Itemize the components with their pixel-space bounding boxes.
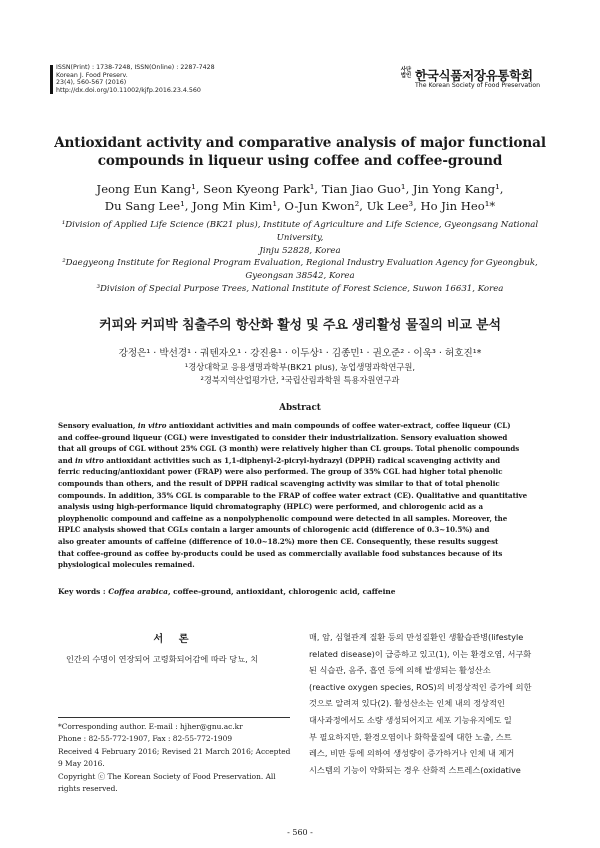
abstract-line: physiological molecules remained. [58, 560, 195, 570]
abstract-line: and coffee-ground liqueur (CGL) were investigated to consider their industrialization. Sensory evaluation showed [58, 432, 508, 442]
page-number: - 560 - [287, 828, 313, 837]
title-line: compounds in liqueur using coffee and coffee-ground [97, 153, 503, 169]
korean-affiliation-line: ²경북지역산업평가단, ³국립산림과학원 특용자원연구과 [200, 374, 400, 385]
title-line: Antioxidant activity and comparative analysis of major functional [54, 135, 546, 151]
volume-line: 23(4), 560-567 (2016) [56, 79, 127, 87]
journal-name: Korean J. Food Preserv. [56, 71, 128, 79]
abstract-line: Sensory evaluation, in vitro antioxidant activities and main compounds of coffee water-extract, coffee liqueur (CL) [58, 421, 511, 430]
author-line: Jeong Eun Kang¹, Seon Kyeong Park¹, Tian Jiao Guo¹, Jin Yong Kang¹, [96, 182, 504, 196]
abstract-line: that all groups of CGL without 25% CGL (3 month) were relatively higher than CL groups. Total phenolic compounds [58, 444, 520, 454]
abstract-line: also greater amounts of caffeine (difference of 10.0~18.2%) more then CE. Consequently, these results suggest [58, 536, 499, 546]
intro-line: 부 필요하지만, 환경오염이나 화학물질에 대한 노출, 스트 [309, 731, 512, 742]
society-logo [399, 66, 547, 92]
left-column [58, 630, 290, 666]
footnote-line: *Corresponding author. E-mail : hjher@gnu.ac.kr [58, 722, 243, 731]
journal-info [56, 64, 215, 94]
footnote-line: rights reserved. [58, 784, 118, 794]
abstract-line: HPLC analysis showed that CGLs contain a larger amounts of chlorogenic acid (difference of 0.3~10.5%) and [58, 525, 490, 535]
journal-info-bar [50, 65, 53, 94]
intro-line: 시스템의 기능이 약화되는 경우 산화적 스트레스(oxidative [309, 764, 521, 775]
intro-paragraph-start: 인간의 수명이 연장되어 고령화되어감에 따라 당뇨, 치 [66, 654, 259, 664]
footnote [58, 717, 290, 795]
intro-line: (reactive oxygen species, ROS)의 비정상적인 증가에 의한 [309, 681, 532, 692]
footnote-line: Copyright ⓒ The Korean Society of Food Preservation. All [58, 771, 276, 781]
affiliation-line: ²Daegyeong Institute for Regional Program Evaluation, Regional Industry Evaluation Agency for Gyeongbuk, [62, 258, 538, 269]
keywords-label: Key words : [58, 587, 106, 596]
abstract-line: that coffee-ground as coffee by-products could be used as commercially available food substances because of its [58, 548, 503, 558]
abstract-body [58, 420, 542, 571]
abstract-heading: Abstract [279, 403, 321, 413]
footnote-line: Phone : 82-55-772-1907, Fax : 82-55-772-1909 [58, 734, 233, 744]
society-english-name: The Korean Society of Food Preservation [415, 82, 541, 89]
section-heading-introduction: 서 론 [153, 634, 195, 645]
affiliation-line: Gyeongsan 38542, Korea [245, 271, 355, 282]
society-korean-name: 한국식품저장유통학회 [415, 68, 533, 83]
intro-line: 것으로 알려져 있다(2). 활성산소는 인체 내의 정상적인 [309, 698, 505, 709]
intro-line: 매, 암, 심혈관계 질환 등의 만성질환인 생활습관병(lifestyle [309, 632, 524, 642]
keywords-list: , coffee-ground, antioxidant, chlorogenic acid, caffeine [167, 587, 396, 596]
keywords [58, 587, 542, 596]
korean-affiliation-line: ¹경상대학교 응용생명과학부(BK21 plus), 농업생명과학연구원, [184, 362, 416, 372]
footnote-line: 9 May 2016. [58, 759, 105, 769]
korean-title: 커피와 커피박 침출주의 항산화 활성 및 주요 생리활성 물질의 비교 분석 [99, 318, 501, 333]
korean-author-list: 강정은¹ · 박선경¹ · 궈텐자오¹ · 강진용¹ · 이두상¹ · 김종민¹ · 권오준² · 이욱³ · 허호진¹* [118, 348, 482, 359]
affiliation-line: ¹Division of Applied Life Science (BK21 plus), Institute of Agriculture and Life Science, Gyeongsang National University, [61, 220, 539, 243]
doi-link[interactable]: http://dx.doi.org/10.11002/kjfp.2016.23.4.560 [56, 86, 201, 94]
korean-affiliations [40, 361, 560, 386]
intro-line: related disease)이 급증하고 있고(1), 이는 환경오염, 서구화 [309, 648, 532, 659]
author-list [40, 181, 560, 215]
abstract-line: ferric reducing/antioxidant power (FRAP) were also performed. The group of 35% CGL had higher total phenolic [58, 467, 503, 477]
intro-line: 레스, 비만 등에 의하여 생성량이 증가하거나 인체 내 제거 [309, 748, 515, 759]
footnote-line: Received 4 February 2016; Revised 21 March 2016; Accepted [58, 746, 291, 756]
keyword-coffea: Coffea arabica [108, 587, 168, 596]
abstract-line: ployphenolic compound and caffeine as a nonpolyphenolic compound were detected in all samples. Moreover, the [58, 513, 508, 523]
issn-line: ISSN(Print) : 1738-7248, ISSN(Online) : 2287-7428 [56, 64, 215, 71]
affiliations [40, 219, 560, 296]
paper-title [40, 134, 560, 170]
affiliation-line: ³Division of Special Purpose Trees, National Institute of Forest Science, Suwon 16631, Korea [96, 283, 504, 294]
intro-line: 대사과정에서도 소량 생성되어지고 세포 기능유지에도 일 [309, 714, 512, 725]
abstract-line: compounds. In addition, 35% CGL is comparable to the FRAP of coffee water extract (CE). Qualitative and quantitative [58, 490, 528, 500]
abstract-line: compounds than others, and the result of DPPH radical scavenging activity was similar to that of total phenolic [58, 478, 500, 488]
abstract-line: and in vitro antioxidant activities such as 1,1-diphenyl-2-picryl-hydrazyl (DPPH) radical scavenging activity and [58, 455, 500, 465]
author-line: Du Sang Lee¹, Jong Min Kim¹, O-Jun Kwon², Uk Lee³, Ho Jin Heo¹* [104, 199, 496, 213]
society-mark: 사단 법인 [400, 67, 412, 80]
right-column [309, 629, 545, 778]
affiliation-line: Jinju 52828, Korea [259, 245, 341, 256]
abstract-line: analysis using high-performance liquid chromatography (HPLC) were performed, and chlorogenic acid as a [58, 502, 484, 512]
intro-line: 된 식습관, 음주, 흡연 등에 의해 발생되는 활성산소 [309, 665, 491, 676]
